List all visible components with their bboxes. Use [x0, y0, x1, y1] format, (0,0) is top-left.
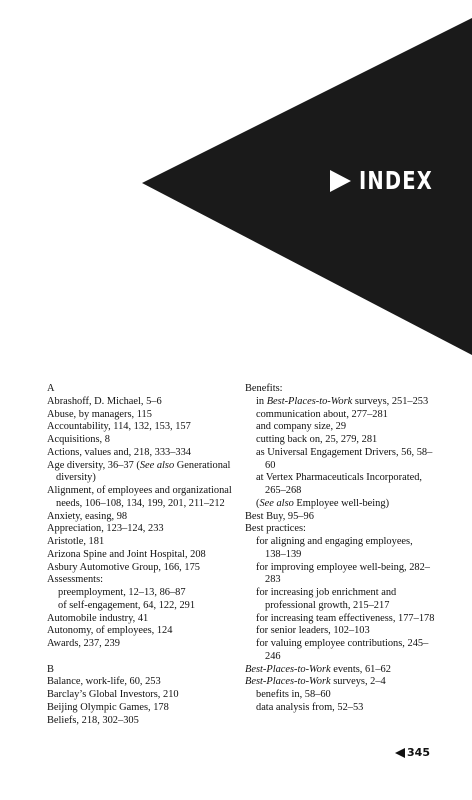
index-subentry: for senior leaders, 102–103 — [256, 625, 370, 637]
index-subentry: benefits in, 58–60 — [256, 689, 331, 700]
index-subentry: as Universal Engagement Drivers, 56, 58–60 — [256, 446, 433, 471]
index-subentry: for aligning and engaging employees, 138–139 — [256, 536, 413, 560]
index-entry: Acquisitions, 8 — [47, 434, 110, 445]
index-entry: Assessments: — [47, 574, 103, 586]
index-subentry: communication about, 277–281 — [256, 408, 388, 420]
index-subentry: for increasing team effectiveness, 177–178 — [256, 612, 435, 624]
index-entry: Abuse, by managers, 115 — [47, 408, 152, 420]
section-gap — [47, 651, 232, 664]
index-subentry: in Best-Places-to-Work surveys, 251–253 — [256, 395, 429, 407]
index-entry: Anxiety, easing, 98 — [47, 510, 128, 522]
index-subentry: for increasing job enrichment and professional growth, 215–217 — [256, 587, 397, 611]
index-entry: Appreciation, 123–124, 233 — [47, 523, 164, 535]
index-subentry: preemployment, 12–13, 86–87 — [58, 587, 186, 598]
index-entry: Benefits: — [245, 383, 283, 394]
index-subentry: at Vertex Pharmaceuticals Incorporated, 265–268 — [256, 472, 422, 496]
index-entry: Beliefs, 218, 302–305 — [47, 714, 139, 726]
index-entry: Best-Places-to-Work events, 61–62 — [245, 663, 391, 675]
index-subentry: for improving employee well-being, 282–283 — [256, 561, 431, 586]
index-entry: Best-Places-to-Work surveys, 2–4 — [245, 676, 386, 688]
index-entry: Asbury Automotive Group, 166, 175 — [47, 561, 200, 573]
index-column-left — [47, 383, 232, 727]
section-letter: A — [47, 383, 55, 394]
index-entry: Autonomy, of employees, 124 — [47, 625, 173, 637]
index-entry: Abrashoff, D. Michael, 5–6 — [47, 395, 162, 407]
index-subentry: data analysis from, 52–53 — [256, 701, 364, 713]
index-entry: Beijing Olympic Games, 178 — [47, 701, 169, 713]
index-entry: Best practices: — [245, 523, 306, 535]
section-letter: B — [47, 663, 54, 675]
index-entry: Accountability, 114, 132, 153, 157 — [47, 421, 191, 433]
index-subentry: cutting back on, 25, 279, 281 — [256, 434, 378, 445]
index-subentry: of self-engagement, 64, 122, 291 — [58, 599, 196, 611]
index-column-right — [245, 383, 435, 715]
page-title-text: INDEX — [359, 166, 433, 195]
index-entry: Best Buy, 95–96 — [245, 510, 314, 522]
page-number-text: 345 — [407, 746, 430, 759]
index-entry: Barclay’s Global Investors, 210 — [47, 689, 179, 700]
play-arrow-icon — [330, 170, 351, 192]
index-entry: Automobile industry, 41 — [47, 612, 149, 624]
left-arrow-icon — [395, 748, 405, 758]
index-entry: Actions, values and, 218, 333–334 — [47, 446, 192, 458]
index-entry: Aristotle, 181 — [47, 536, 105, 547]
index-entry: Arizona Spine and Joint Hospital, 208 — [47, 548, 206, 560]
index-entry: Awards, 237, 239 — [47, 638, 120, 649]
index-entry: Balance, work-life, 60, 253 — [47, 676, 161, 688]
index-subentry: and company size, 29 — [256, 421, 347, 433]
index-subentry: (See also Employee well-being) — [256, 497, 390, 509]
index-entry: Age diversity, 36–37 (See also Generational diversity) — [47, 459, 231, 484]
index-entry: Alignment, of employees and organizational needs, 106–108, 134, 199, 201, 211–212 — [47, 485, 232, 509]
index-subentry: for valuing employee contributions, 245–246 — [256, 638, 429, 662]
page-title — [330, 167, 454, 195]
index-banner — [0, 0, 472, 360]
page-number — [395, 746, 430, 759]
